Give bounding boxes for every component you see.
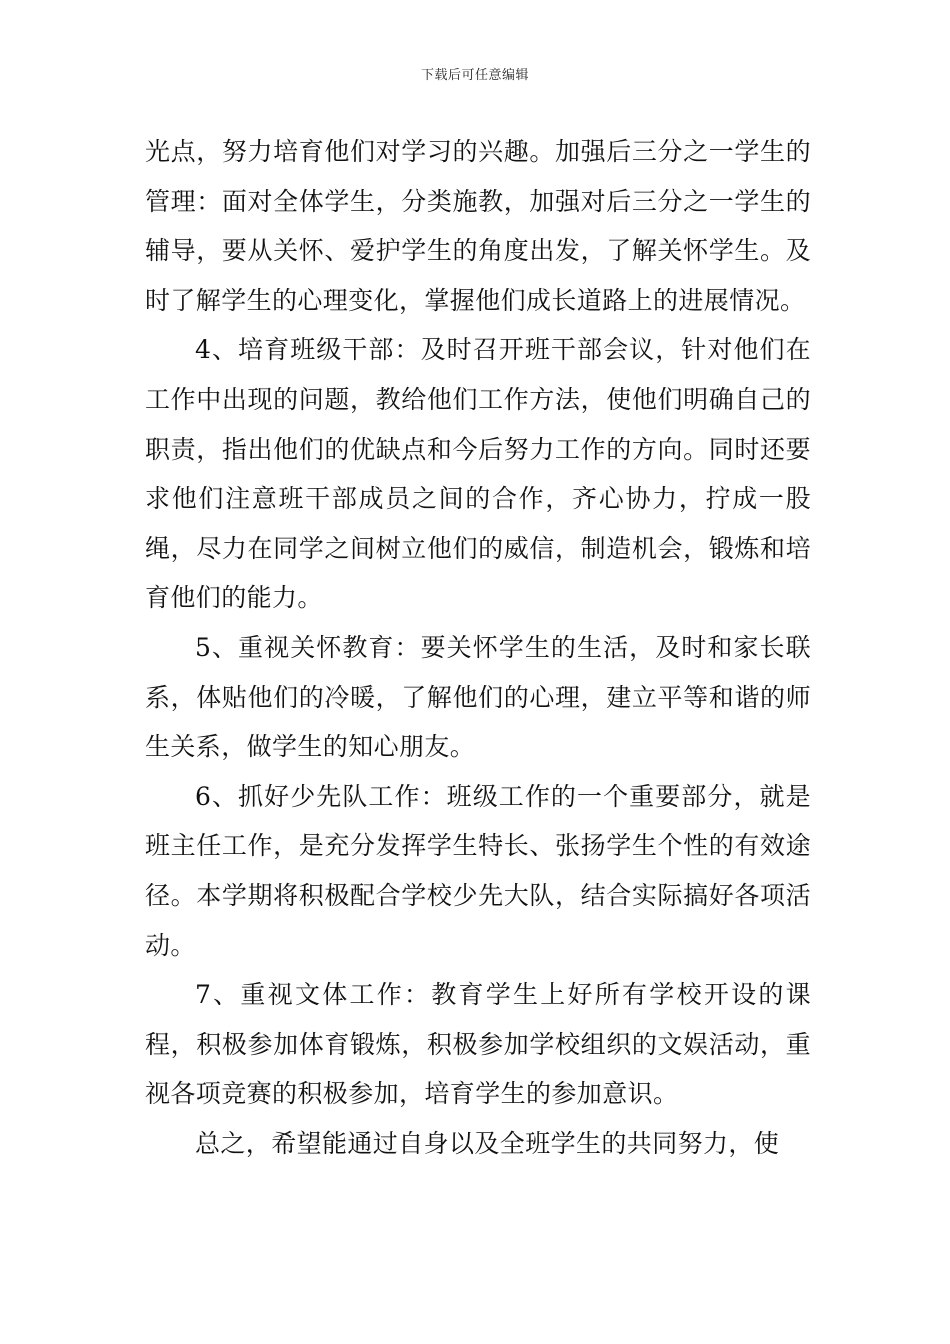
paragraph-summary: 总之，希望能通过自身以及全班学生的共同努力，使	[195, 1128, 780, 1158]
body-text	[145, 127, 811, 1168]
header-note: 下载后可任意编辑	[420, 68, 529, 83]
paragraph-item-5: 5、重视关怀教育：要关怀学生的生活，及时和家长联系，体贴他们的冷暖，了解他们的心理，建立平等和谐的师生关系，做学生的知心朋友。	[145, 632, 811, 762]
paragraph-item-4: 4、培育班级干部：及时召开班干部会议，针对他们在工作中出现的问题，教给他们工作方法，使他们明确自己的职责，指出他们的优缺点和今后努力工作的方向。同时还要求他们注意班干部成员之间的合作，齐心协力，拧成一股绳，尽力在同学之间树立他们的威信，制造机会，锻炼和培育他们的能力。	[145, 335, 811, 613]
paragraph-item-7: 7、重视文体工作：教育学生上好所有学校开设的课程，积极参加体育锻炼，积极参加学校组织的文娱活动，重视各项竞赛的积极参加，培育学生的参加意识。	[145, 980, 811, 1109]
paragraph-continuation: 光点，努力培育他们对学习的兴趣。加强后三分之一学生的管理：面对全体学生，分类施教，加强对后三分之一学生的辅导，要从关怀、爱护学生的角度出发，了解关怀学生。及时了解学生的心理变化，掌握他们成长道路上的进展情况。	[145, 137, 811, 315]
paragraph-item-6: 6、抓好少先队工作：班级工作的一个重要部分，就是班主任工作，是充分发挥学生特长、张扬学生个性的有效途径。本学期将积极配合学校少先大队，结合实际搞好各项活动。	[145, 781, 811, 960]
